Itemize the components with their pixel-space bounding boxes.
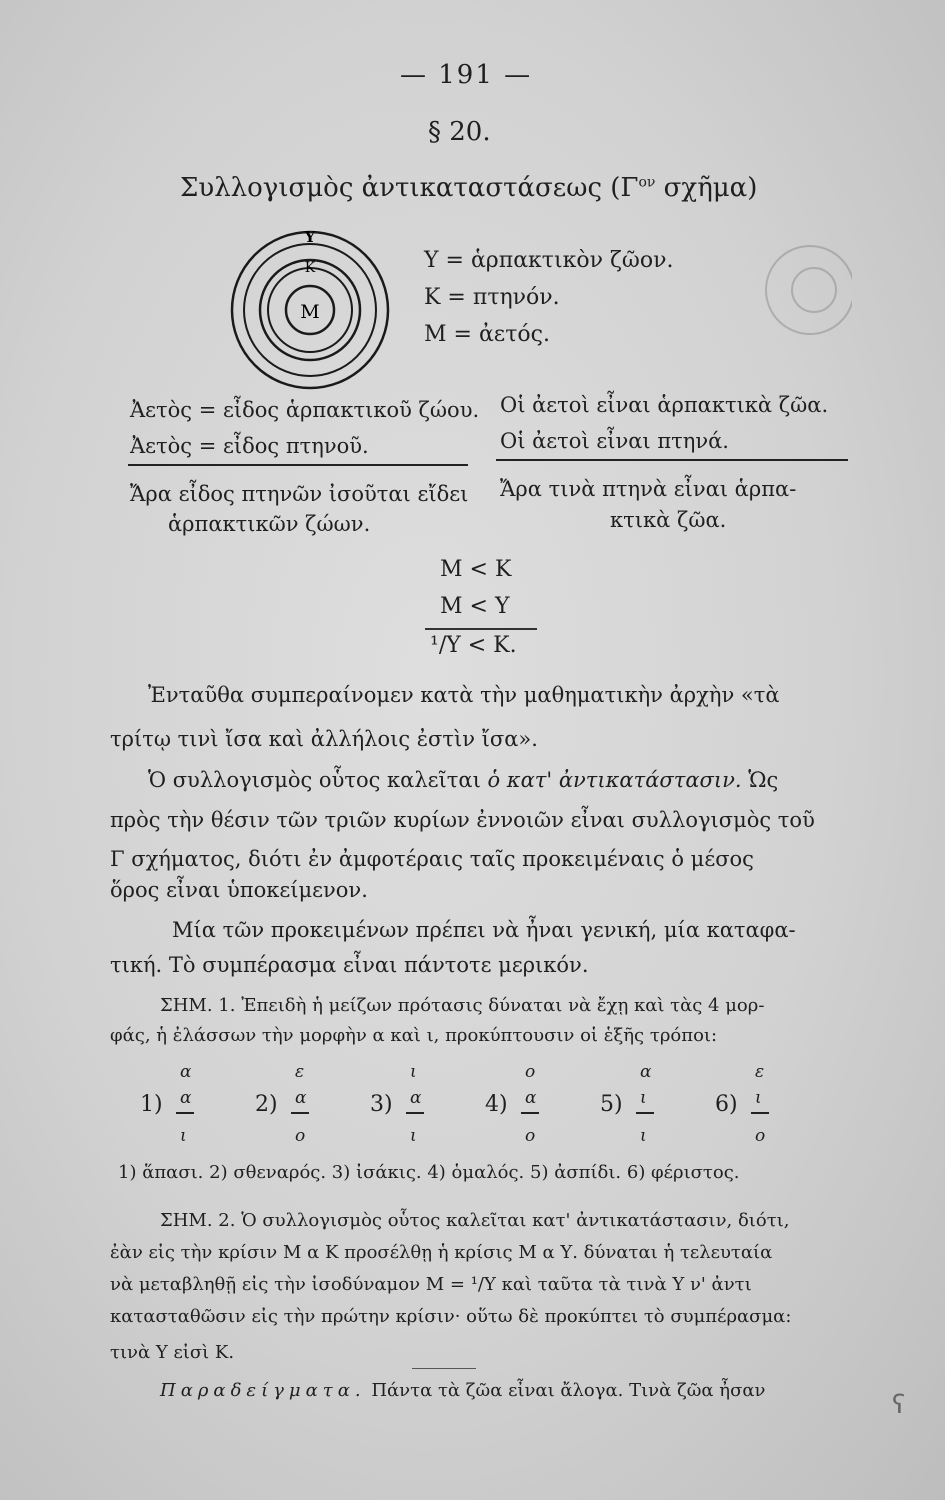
body-text: Ὡς (741, 768, 779, 792)
right-premise-1: Οἱ ἀετοὶ εἶναι ἁρπακτικὰ ζῶα. (500, 393, 829, 417)
syllogism-forms-row (140, 1062, 820, 1157)
body-line: Μία τῶν προκειμένων πρέπει νὰ ἦναι γενική, μία καταφα- (172, 918, 796, 942)
math-divider (425, 628, 537, 630)
body-line: τική. Τὸ συμπέρασμα εἶναι πάντοτε μερικόν. (110, 953, 589, 977)
form-mid: ι (755, 1088, 762, 1108)
form-bottom: ι (410, 1126, 417, 1146)
math-line-3: ¹/Υ < Κ. (430, 633, 517, 658)
form-top: ι (410, 1062, 417, 1082)
definition-kappa: Κ = πτηνόν. (424, 285, 560, 310)
title-sup: ον (638, 174, 656, 191)
body-text: Ὁ συλλογισμὸς οὗτος καλεῖται (148, 768, 488, 792)
form-bottom: ο (295, 1126, 306, 1146)
form-bottom: ο (755, 1126, 766, 1146)
form-item (715, 1062, 825, 1157)
form-bar (406, 1112, 424, 1114)
right-conclusion-1: Ἄρα τινὰ πτηνὰ εἶναι ἁρπα- (500, 477, 797, 501)
note2-line: κατασταθῶσιν εἰς τὴν πρώτην κρίσιν· οὕτω δὲ προκύπτει τὸ συμπέρασμα: (110, 1306, 792, 1327)
left-conclusion-2: ἁρπακτικῶν ζώων. (168, 512, 371, 536)
form-mid: α (180, 1088, 192, 1108)
form-mid: α (295, 1088, 307, 1108)
body-line: Ἐνταῦθα συμπεραίνομεν κατὰ τὴν μαθηματικὴν ἀρχὴν «τὰ (148, 683, 780, 707)
title-tail: σχῆμα) (655, 173, 758, 203)
form-item (485, 1062, 595, 1157)
form-mid: ι (640, 1088, 647, 1108)
form-bottom: ι (640, 1126, 647, 1146)
body-italic: ὁ κατ' ἀντικατάστασιν. (487, 768, 742, 792)
left-divider (128, 464, 468, 466)
note2-line: τινὰ Υ εἰσὶ Κ. (110, 1342, 235, 1363)
section-heading: § 20. (428, 117, 491, 147)
examples-heading: Παραδείγματα. (160, 1380, 366, 1401)
form-mid: α (525, 1088, 537, 1108)
euler-circles-diagram (228, 228, 392, 392)
examples-heading-line (160, 1380, 765, 1401)
form-bottom: ο (525, 1126, 536, 1146)
form-bar (291, 1112, 309, 1114)
math-line-1: Μ < Κ (440, 557, 512, 582)
form-top: ο (525, 1062, 536, 1082)
form-bar (521, 1112, 539, 1114)
form-item (370, 1062, 480, 1157)
form-number: 4) (485, 1092, 508, 1117)
form-bottom: ι (180, 1126, 187, 1146)
body-line: ὅρος εἶναι ὑποκείμενον. (110, 878, 368, 902)
note1-line: ΣΗΜ. 1. Ἐπειδὴ ἡ μείζων πρότασις δύναται νὰ ἔχῃ καὶ τὰς 4 μορ- (160, 995, 765, 1016)
bleed-through-circles (752, 240, 852, 340)
form-item (255, 1062, 365, 1157)
form-number: 1) (140, 1092, 163, 1117)
label-middle: Κ (304, 260, 316, 276)
right-premise-2: Οἱ ἀετοὶ εἶναι πτηνά. (500, 429, 729, 453)
left-premise-2: Ἀετὸς = εἶδος πτηνοῦ. (130, 434, 369, 458)
margin-mark: ʕ (892, 1390, 906, 1420)
form-item (140, 1062, 250, 1157)
form-number: 3) (370, 1092, 393, 1117)
form-item (600, 1062, 710, 1157)
body-line (148, 768, 778, 792)
short-divider (412, 1368, 476, 1369)
page-title (180, 173, 757, 203)
definition-upsilon: Υ = ἁρπακτικὸν ζῶον. (424, 248, 674, 273)
body-line: τρίτῳ τινὶ ἴσα καὶ ἀλλήλοις ἐστὶν ἴσα». (110, 727, 538, 751)
title-text: Συλλογισμὸς ἀντικαταστάσεως (Γ (180, 173, 639, 203)
left-conclusion-1: Ἄρα εἶδος πτηνῶν ἰσοῦται εἴδει (130, 482, 469, 506)
form-top: α (180, 1062, 192, 1082)
page-number: — 191 — (400, 60, 533, 90)
form-top: ε (295, 1062, 305, 1082)
examples-line: 1) ἅπασι. 2) σθεναρός. 3) ἰσάκις. 4) ὁμαλός. 5) ἀσπίδι. 6) φέριστος. (118, 1162, 740, 1183)
left-premise-1: Ἀετὸς = εἶδος ἁρπακτικοῦ ζώου. (130, 398, 480, 422)
definition-mu: Μ = ἀετός. (424, 322, 550, 347)
note2-line: νὰ μεταβληθῇ εἰς τὴν ἰσοδύναμον Μ = ¹/Υ καὶ ταῦτα τὰ τινὰ Υ ν' ἀντι (110, 1274, 752, 1295)
body-line: Γ σχήματος, διότι ἐν ἀμφοτέραις ταῖς προκειμέναις ὁ μέσος (110, 847, 754, 871)
right-divider (496, 459, 848, 461)
form-bar (176, 1112, 194, 1114)
form-number: 6) (715, 1092, 738, 1117)
form-number: 2) (255, 1092, 278, 1117)
form-top: ε (755, 1062, 765, 1082)
form-number: 5) (600, 1092, 623, 1117)
right-conclusion-2: κτικὰ ζῶα. (610, 508, 727, 532)
note2-line: ΣΗΜ. 2. Ὁ συλλογισμὸς οὗτος καλεῖται κατ' ἀντικατάστασιν, διότι, (160, 1210, 790, 1231)
note2-line: ἐὰν εἰς τὴν κρίσιν Μ α Κ προσέλθῃ ἡ κρίσις Μ α Υ. δύναται ἡ τελευταία (110, 1242, 773, 1263)
form-bar (751, 1112, 769, 1114)
form-mid: α (410, 1088, 422, 1108)
body-line: πρὸς τὴν θέσιν τῶν τριῶν κυρίων ἐννοιῶν εἶναι συλλογισμὸς τοῦ (110, 808, 815, 832)
examples-text: Πάντα τὰ ζῶα εἶναι ἄλογα. Τινὰ ζῶα ἦσαν (365, 1380, 766, 1401)
label-inner: Μ (300, 301, 320, 323)
label-outer: Υ (304, 228, 316, 246)
math-line-2: Μ < Υ (440, 594, 510, 619)
form-bar (636, 1112, 654, 1114)
note1-line: φάς, ἡ ἐλάσσων τὴν μορφὴν α καὶ ι, προκύπτουσιν οἱ ἑξῆς τρόποι: (110, 1025, 718, 1046)
form-top: α (640, 1062, 652, 1082)
